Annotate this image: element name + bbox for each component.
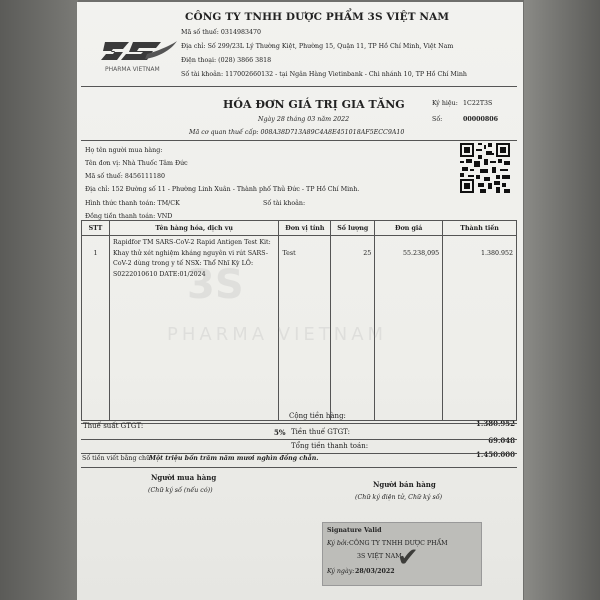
items-table-header [82, 221, 517, 236]
total-label: Tổng tiền thanh toán: [291, 442, 369, 450]
totals-divider-1 [81, 423, 517, 424]
amount-in-words-label: Số tiền viết bằng chữ: [82, 455, 153, 462]
row-price: 55.238,095 [375, 236, 443, 421]
vat-amount-label: Tiền thuế GTGT: [291, 428, 350, 436]
row-qty: 25 [331, 236, 375, 421]
signed-by-label: Ký bởi: [327, 540, 349, 547]
col-header-name: Tên hàng hóa, dịch vụ [109, 221, 279, 236]
invoice-number-label: Số: [432, 116, 443, 123]
qr-code-icon [460, 143, 510, 193]
company-phone: Điện thoại: (028) 3866 3818 [181, 57, 272, 64]
digital-signature-box [322, 522, 482, 586]
company-tax-code: Mã số thuế: 0314983470 [181, 29, 261, 36]
vat-rate-value: 5% [274, 428, 286, 437]
buyer-unit: Tên đơn vị: Nhà Thuốc Tâm Đức [85, 160, 188, 167]
invoice-paper [77, 2, 523, 600]
company-name: CÔNG TY TNHH DƯỢC PHẨM 3S VIỆT NAM [185, 11, 450, 23]
col-header-qty: Số lượng [331, 221, 375, 236]
header-divider [81, 86, 517, 87]
invoice-number-value: 00000806 [463, 116, 499, 123]
items-table [81, 220, 517, 421]
buyer-name-label: Họ tên người mua hàng: [85, 147, 163, 154]
company-address: Địa chỉ: Số 299/23L Lý Thường Kiệt, Phường 15, Quận 11, TP Hồ Chí Minh, Việt Nam [181, 43, 454, 50]
invoice-date: Ngày 28 tháng 03 năm 2022 [258, 116, 350, 123]
totals-divider-3 [81, 453, 517, 454]
buyer-divider [81, 140, 517, 141]
seller-signature-title: Người bán hàng [373, 480, 436, 489]
invoice-title: HÓA ĐƠN GIÁ TRỊ GIA TĂNG [223, 98, 405, 111]
desk-background-left [0, 0, 78, 600]
col-header-unit: Đơn vị tính [279, 221, 331, 236]
invoice-symbol-label: Ký hiệu: [432, 100, 458, 107]
col-header-stt: STT [82, 221, 110, 236]
signed-by-value-2: 3S VIỆT NAM [357, 553, 402, 560]
row-name-line: Khay thử xét nghiệm kháng nguyên vi rút SARS- [112, 249, 268, 257]
buyer-address: Địa chỉ: 152 Đường số 11 - Phường Linh Xuân - Thành phố Thủ Đức - TP Hồ Chí Minh. [85, 186, 360, 193]
watermark-logo: 3S [187, 262, 244, 308]
totals-divider-2 [81, 439, 517, 440]
row-name-line: CoV-2 dùng trong y tế NSX: Thổ Nhĩ Kỳ LÔ: [112, 260, 254, 267]
signature-valid-title: Signature Valid [327, 527, 382, 534]
buyer-signature-note: (Chữ ký số (nếu có)) [148, 487, 213, 494]
buyer-signature-title: Người mua hàng [151, 473, 217, 482]
total-value: 1.450.000 [476, 450, 515, 459]
desk-background-right [524, 0, 600, 600]
vat-rate-label: Thuế suất GTGT: [83, 422, 144, 430]
watermark-text: PHARMA VIETNAM [167, 324, 388, 345]
subtotal-value: 1.380.952 [476, 419, 515, 428]
subtotal-label: Cộng tiền hàng: [289, 412, 346, 420]
row-name-line: S0222010610 DATE:01/2024 [112, 270, 206, 278]
row-stt: 1 [82, 236, 110, 421]
checkmark-icon: ✔ [397, 543, 419, 573]
buyer-tax-code: Mã số thuế: 8456111180 [85, 173, 165, 180]
col-header-amount: Thành tiền [443, 221, 517, 236]
col-header-price: Đơn giá [375, 221, 443, 236]
vat-amount-value: 69.048 [488, 436, 515, 445]
signed-date-value: 28/03/2022 [355, 568, 395, 575]
invoice-tax-authority-code: Mã cơ quan thuế cấp: 008A38D713A89C4A8E451018AF5ECC9A10 [189, 129, 405, 136]
amount-in-words-value: Một triệu bốn trăm năm mươi nghìn đồng chẵn. [149, 455, 319, 462]
row-unit: Test [279, 236, 331, 421]
signed-date-label: Ký ngày: [327, 568, 355, 575]
invoice-symbol-value: 1C22T3S [463, 100, 493, 107]
logo-subtitle: PHARMA VIETNAM [105, 66, 160, 73]
buyer-account: Số tài khoản: [263, 200, 306, 207]
totals-divider-4 [81, 467, 517, 468]
buyer-payment-method: Hình thức thanh toán: TM/CK [85, 200, 180, 207]
signed-by-value: CÔNG TY TNHH DƯỢC PHẨM [349, 540, 448, 547]
company-logo-icon [99, 40, 179, 74]
company-bank: Số tài khoản: 117002660132 - tại Ngân Hàng Vietinbank - Chi nhánh 10, TP Hồ Chí Minh [181, 71, 467, 78]
row-name-line: Rapidfor TM SARS-CoV-2 Rapid Antigen Test Kit: [112, 239, 271, 246]
seller-signature-note: (Chữ ký điện tử, Chữ ký số) [355, 494, 443, 501]
buyer-currency: Đồng tiền thanh toán: VND [85, 213, 173, 220]
row-amount: 1.380.952 [443, 236, 517, 421]
